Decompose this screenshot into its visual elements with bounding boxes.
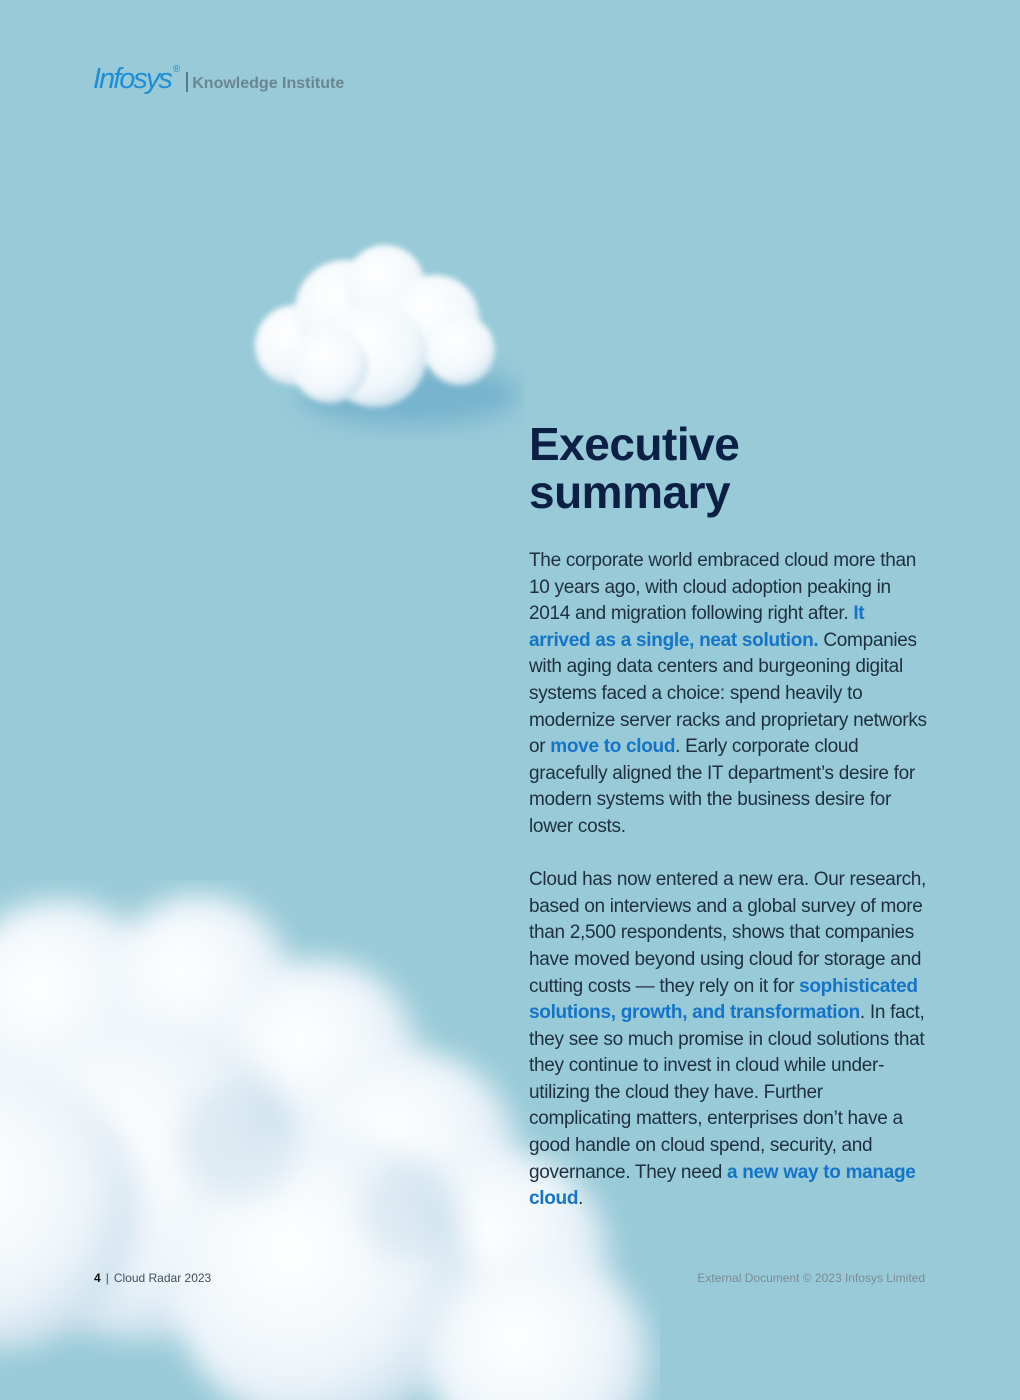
paragraph-2	[529, 867, 929, 1213]
paragraph-1	[529, 548, 929, 841]
p1-text-3: . Early corporate cloud gracefully aligned the IT department’s desire for modern systems with the business desire for lower costs.	[529, 736, 915, 837]
cloud-image-small	[235, 230, 525, 440]
logo-divider	[186, 72, 188, 92]
registered-mark: ®	[172, 64, 181, 75]
infosys-logo: Infosys	[93, 63, 171, 95]
header	[93, 64, 344, 94]
footer-doc-title: Cloud Radar 2023	[113, 1271, 212, 1285]
p1-highlight-2: move to cloud	[550, 736, 676, 758]
p2-highlight-1: sophisticated solutions, growth, and transformation	[529, 975, 918, 1024]
p1-text-2: Companies with aging data centers and burgeoning digital systems faced a choice: spend heavily to modernize server racks and proprietary networks or	[529, 629, 927, 758]
footer-separator: |	[105, 1271, 109, 1285]
p2-text-3: .	[578, 1188, 584, 1210]
title-line-1: Executive	[529, 418, 740, 470]
p2-highlight-2: a new way to manage cloud	[529, 1161, 916, 1210]
title-line-2: summary	[529, 466, 731, 518]
footer-copyright: External Document © 2023 Infosys Limited	[697, 1271, 925, 1285]
footer-left	[94, 1271, 211, 1285]
page-title	[529, 420, 739, 516]
p2-text-2: . In fact, they see so much promise in cloud solutions that they continue to invest in cloud while under-utilizing the cloud they have. Further complicating matters, enterprises don’t have a good handle on cloud spend, security, and governance. They need	[529, 1002, 925, 1183]
p2-text-1: Cloud has now entered a new era. Our research, based on interviews and a global survey of more than 2,500 respondents, shows that companies have moved beyond using cloud for storage and cutting costs — they rely on it for	[529, 869, 927, 997]
body-text	[529, 548, 929, 1239]
p1-highlight-1: It arrived as a single, neat solution.	[529, 603, 865, 651]
logo-subtitle: Knowledge Institute	[192, 75, 345, 92]
p1-text-1: The corporate world embraced cloud more than 10 years ago, with cloud adoption peaking in 2014 and migration following right after.	[529, 550, 917, 625]
page-number: 4	[94, 1271, 101, 1285]
